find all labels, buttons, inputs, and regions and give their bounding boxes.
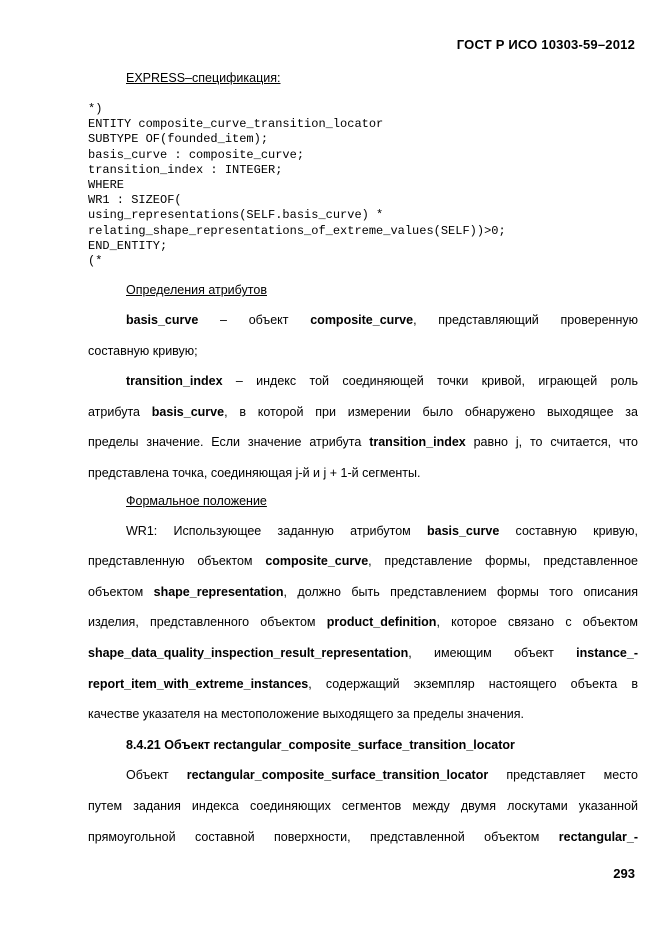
- paragraph-line: путем задания индекса соединяющих сегментов между двумя лоскутами указанной: [88, 798, 638, 813]
- term-basis-curve: basis_curve: [126, 313, 199, 328]
- code-line: END_ENTITY;: [88, 238, 168, 253]
- code-line: (*: [88, 253, 103, 268]
- paragraph-line: basis_curve – объект composite_curve, представляющий проверенную: [126, 313, 638, 328]
- paragraph-line: WR1: Использующее заданную атрибутом basis_curve составную кривую,: [126, 523, 638, 538]
- paragraph-line: shape_data_quality_inspection_result_representation, имеющим объект instance_-: [88, 646, 638, 660]
- transition-index-paragraph: [88, 366, 638, 488]
- code-line: relating_shape_representations_of_extreme_values(SELF))>0;: [88, 223, 506, 238]
- paragraph-line: изделия, представленного объектом product_definition, которое связано с объектом: [88, 615, 638, 630]
- code-line: transition_index : INTEGER;: [88, 162, 283, 177]
- document-header: ГОСТ Р ИСО 10303-59–2012: [456, 37, 635, 52]
- paragraph-line: объектом shape_representation, должно быть представлением формы того описания: [88, 584, 638, 599]
- express-spec-label: EXPRESS–спецификация:: [126, 71, 281, 85]
- code-line: *): [88, 102, 103, 116]
- paragraph-line: пределы значение. Если значение атрибута transition_index равно j, то считается, что: [88, 435, 638, 450]
- paragraph-line: представлена точка, соединяющая j-й и j + 1-й сегменты.: [88, 466, 421, 481]
- page-number: 293: [613, 866, 635, 881]
- attribute-definitions-heading: Определения атрибутов: [126, 283, 267, 298]
- paragraph-line: составную кривую;: [88, 343, 198, 358]
- express-code-block: [88, 102, 638, 269]
- paragraph-line: report_item_with_extreme_instances, содержащий экземпляр настоящего объекта в: [88, 676, 638, 691]
- paragraph-line: качестве указателя на местоположение выходящего за пределы значения.: [88, 707, 524, 722]
- code-line: WR1 : SIZEOF(: [88, 193, 182, 208]
- formal-statement-heading: Формальное положение: [126, 493, 267, 508]
- wr1-paragraph: [88, 516, 638, 730]
- paragraph-line: transition_index – индекс той соединяющей точки кривой, играющей роль: [126, 374, 638, 389]
- term-composite-curve: composite_curve: [310, 313, 414, 328]
- code-line: WHERE: [88, 177, 125, 192]
- paragraph-line: прямоугольной составной поверхности, представленной объектом rectangular_-: [88, 829, 638, 844]
- paragraph-line: Объект rectangular_composite_surface_transition_locator представляет место: [126, 768, 638, 783]
- code-line: SUBTYPE OF(founded_item);: [88, 132, 269, 147]
- rectangular-paragraph: [88, 760, 638, 852]
- paragraph-line: атрибута basis_curve, в которой при измерении было обнаружено выходящее за: [88, 404, 638, 419]
- section-heading: 8.4.21 Объект rectangular_composite_surface_transition_locator: [126, 737, 515, 752]
- term-transition-index: transition_index: [126, 374, 223, 389]
- page-content: [88, 69, 638, 852]
- paragraph-line: представленную объектом composite_curve, представление формы, представленное: [88, 554, 638, 569]
- code-line: using_representations(SELF.basis_curve) *: [88, 208, 384, 223]
- code-line: ENTITY composite_curve_transition_locator: [88, 117, 384, 132]
- code-line: basis_curve : composite_curve;: [88, 147, 305, 162]
- basis-curve-paragraph: [88, 305, 638, 366]
